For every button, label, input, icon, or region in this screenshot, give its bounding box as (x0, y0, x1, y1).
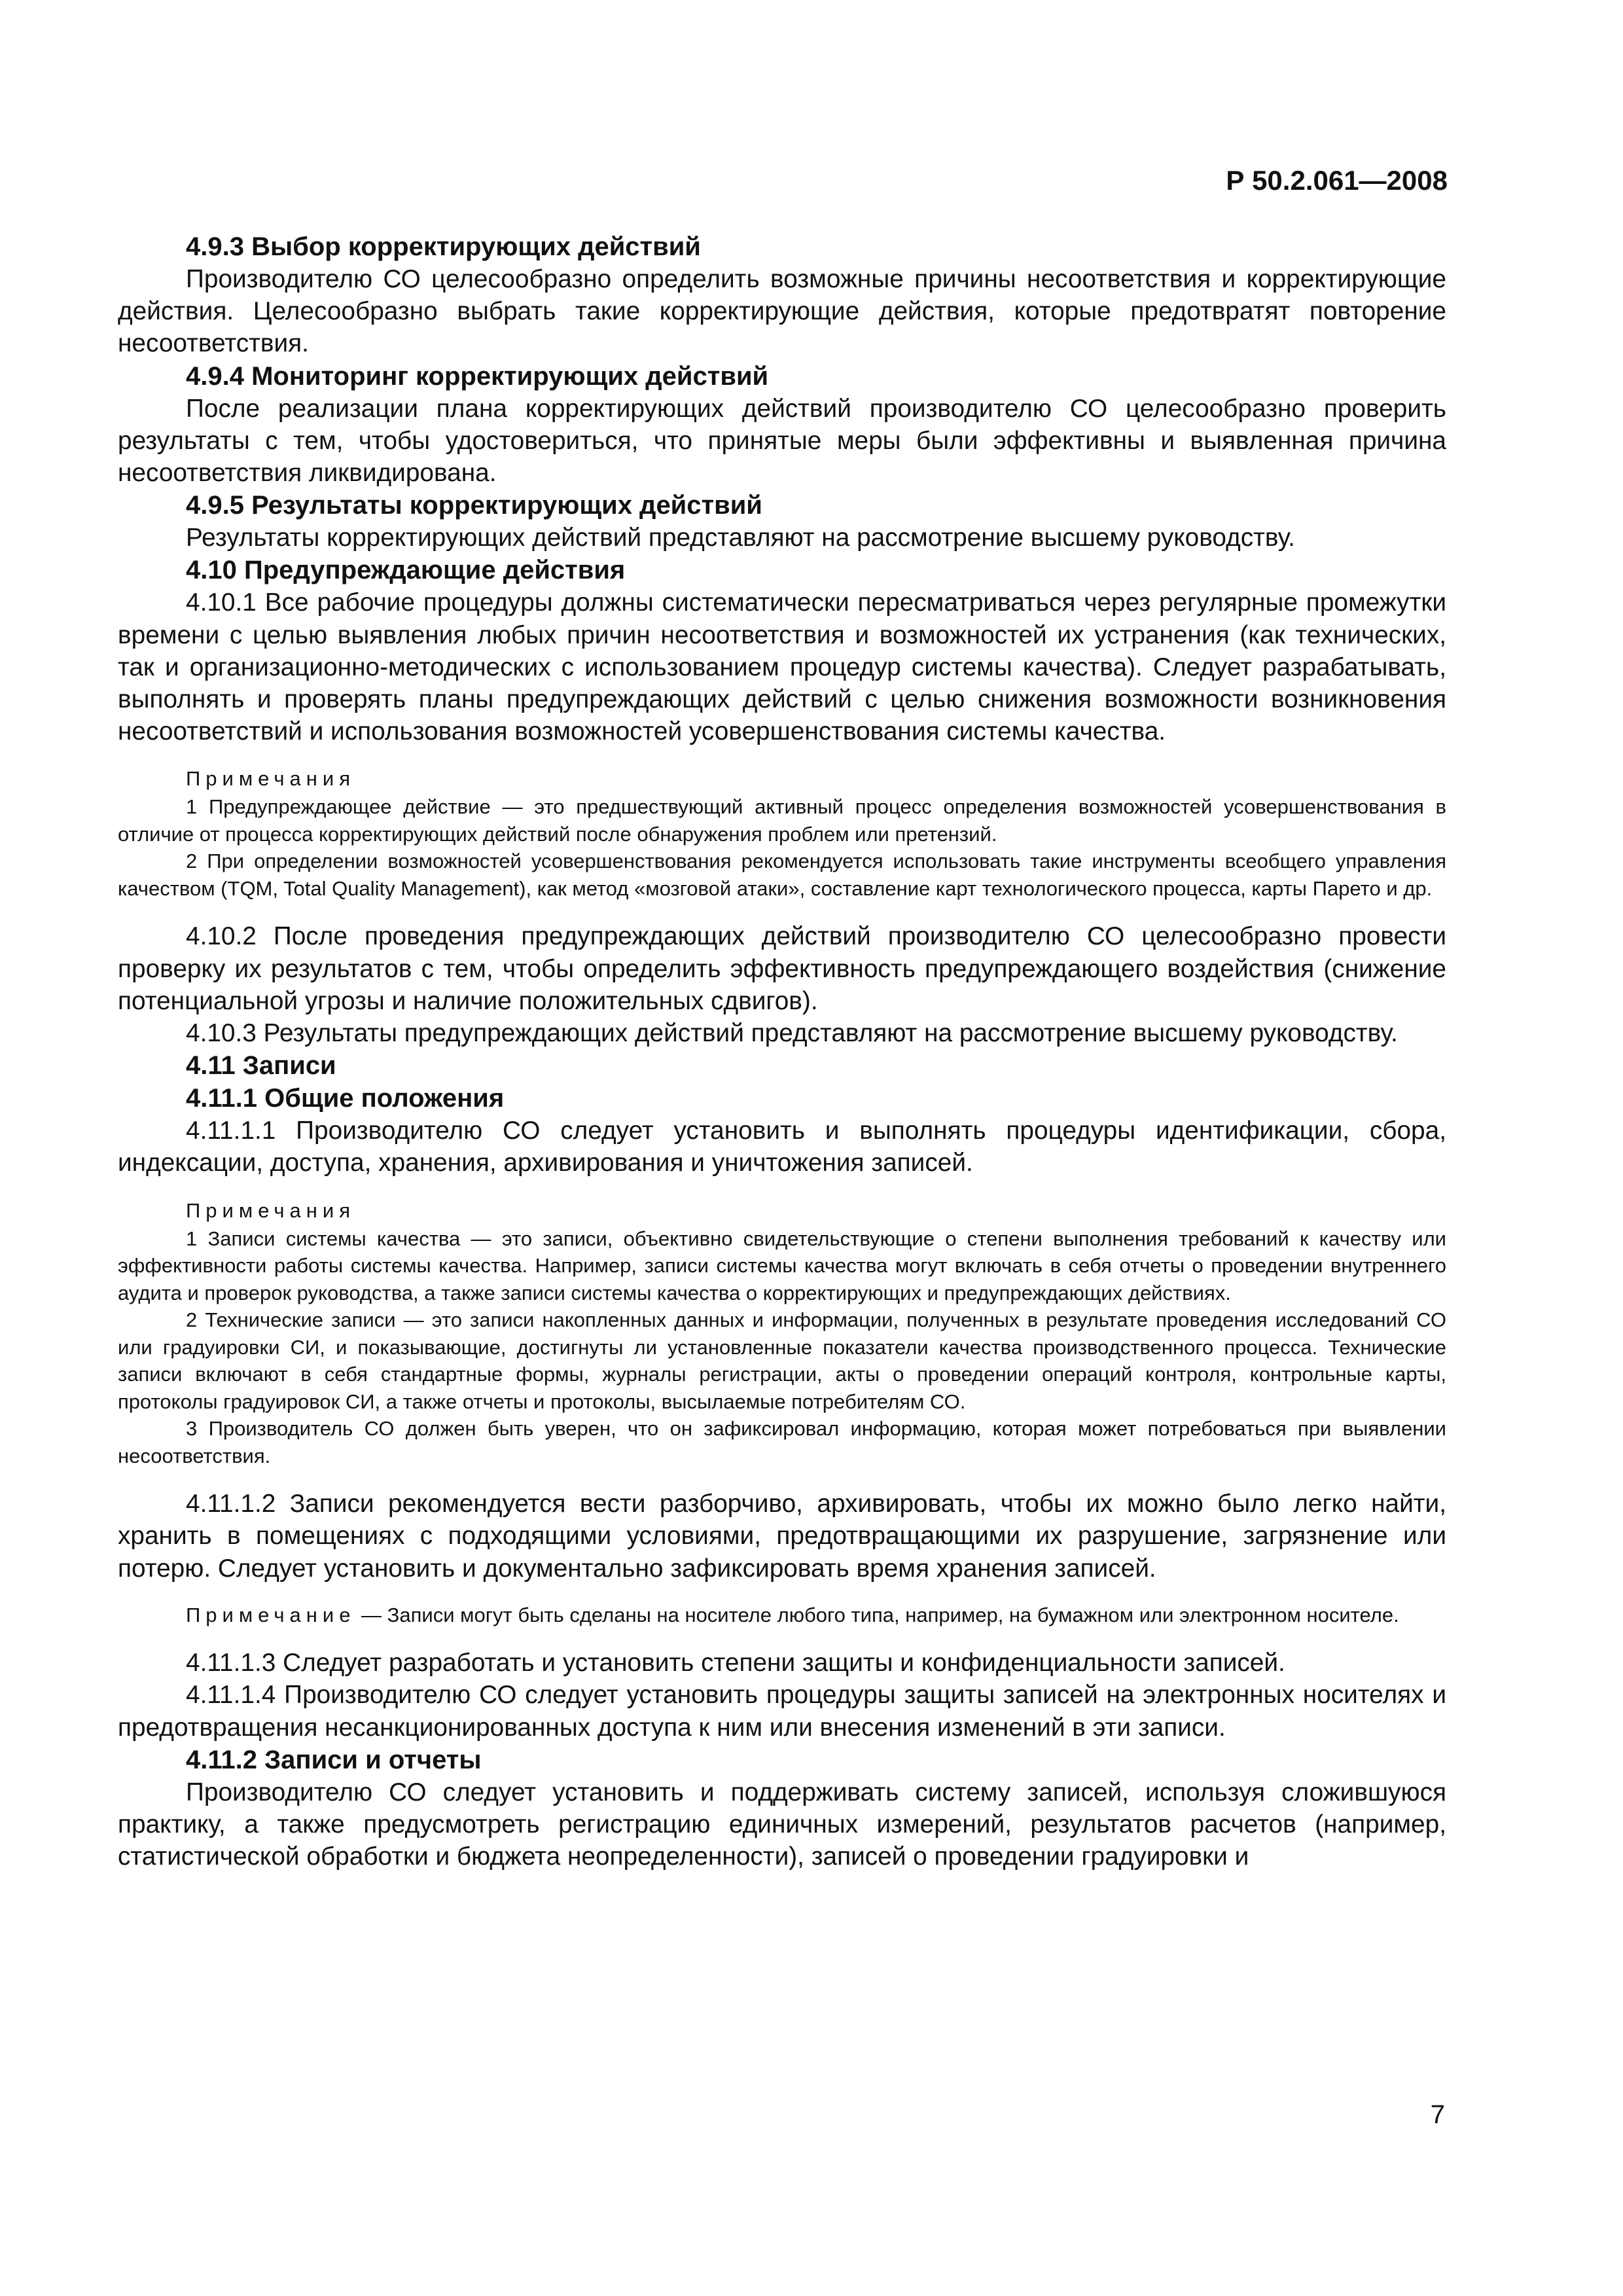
paragraph-4-11-1-4: 4.11.1.4 Производителю СО следует установить процедуры защиты записей на электронных носителях и предотвращения несанкционированных доступа к ним или внесения изменений в эти записи. (118, 1681, 1446, 1742)
paragraph-4-10-3: 4.10.3 Результаты предупреждающих действий представляют на рассмотрение высшему руководству. (186, 1019, 1398, 1048)
heading-4-11-1: 4.11.1 Общие положения (186, 1084, 505, 1113)
heading-4-11-2: 4.11.2 Записи и отчеты (186, 1745, 482, 1774)
page-content (118, 230, 1446, 1873)
single-note-block (118, 1602, 1446, 1629)
note-4-10-1: 1 Предупреждающее действие — это предшествующий активный процесс определения возможностей усовершенствования в отличие от процесса корректирующих действий после обнаружения проблем или претензий. (118, 795, 1446, 846)
document-code: Р 50.2.061—2008 (1226, 165, 1448, 196)
heading-4-9-4: 4.9.4 Мониторинг корректирующих действий (186, 361, 769, 391)
notes-title: Примечания (186, 767, 355, 791)
page-number: 7 (1430, 2100, 1445, 2129)
paragraph-4-11-1-1: 4.11.1.1 Производителю СО следует установить и выполнять процедуры идентификации, сбора, индексации, доступа, хранения, архивирования и уничтожения записей. (118, 1117, 1446, 1177)
heading-4-9-5: 4.9.5 Результаты корректирующих действий (186, 491, 762, 520)
notes-block-4-10 (118, 764, 1446, 902)
paragraph-4-9-3: Производителю СО целесообразно определить возможные причины несоответствия и корректирующие действия. Целесообразно выбрать такие корректирующие действия, которые предотвратят повторение несоответствия. (118, 265, 1446, 358)
note-4-10-2: 2 При определении возможностей усовершенствования рекомендуется использовать такие инструменты всеобщего управления качеством (TQM, Total Quality Management), как метод «мозговой атаки», составление карт технологического процесса, карты Парето и др. (118, 850, 1446, 900)
note-4-11-1: 1 Записи системы качества — это записи, объективно свидетельствующие о степени выполнения требований к качеству или эффективности работы системы качества. Например, записи системы качества могут включать в себя отчеты о проведении внутреннего аудита и проверок руководства, а также записи системы качества о корректирующих и предупреждающих действиях. (118, 1227, 1446, 1304)
notes-title: Примечания (186, 1198, 355, 1222)
single-note (118, 1602, 1446, 1629)
note-4-11-2: 2 Технические записи — это записи накопленных данных и информации, полученных в результате проведения исследований СО или градуировки СИ, и показывающие, достигнуты ли установленные показатели качества производственного процесса. Технические записи включают в себя стандартные формы, журналы регистрации, акты о проведении операций контроля, контрольные карты, протоколы градуировок СИ, а также отчеты и протоколы, высылаемые потребителям СО. (118, 1308, 1446, 1413)
single-note-label: Примечание (186, 1603, 356, 1626)
paragraph-4-11-2: Производителю СО следует установить и поддерживать систему записей, используя сложившуюся практику, а также предусмотреть регистрацию единичных измерений, результатов расчетов (например, статистической обработки и бюджета неопределенности), записей о проведении градуировки и (118, 1778, 1446, 1871)
paragraph-4-10-1: 4.10.1 Все рабочие процедуры должны систематически пересматриваться через регулярные промежутки времени с целью выявления любых причин несоответствия и возможностей их устранения (как технических, так и организационно-методических с использованием процедур системы качества). Следует разрабатывать, выполнять и проверять планы предупреждающих действий с целью снижения возможности возникновения несоответствий и использования возможностей усовершенствования системы качества. (118, 588, 1446, 746)
paragraph-4-10-2: 4.10.2 После проведения предупреждающих действий производителю СО целесообразно провести проверку их результатов с тем, чтобы определить эффективность предупреждающего воздействия (снижение потенциальной угрозы и наличие положительных сдвигов). (118, 922, 1446, 1015)
paragraph-4-9-5: Результаты корректирующих действий представляют на рассмотрение высшему руководству. (186, 524, 1295, 552)
heading-4-9-3: 4.9.3 Выбор корректирующих действий (186, 232, 701, 261)
notes-block-4-11 (118, 1196, 1446, 1470)
single-note-text: — Записи могут быть сделаны на носителе любого типа, например, на бумажном или электронном носителе. (355, 1603, 1399, 1626)
note-4-11-3: 3 Производитель СО должен быть уверен, что он зафиксировал информацию, которая может потребоваться при выявлении несоответствия. (118, 1417, 1446, 1467)
heading-4-10: 4.10 Предупреждающие действия (186, 556, 626, 585)
paragraph-4-11-1-3: 4.11.1.3 Следует разработать и установить степени защиты и конфиденциальности записей. (186, 1649, 1285, 1677)
heading-4-11: 4.11 Записи (186, 1051, 336, 1081)
paragraph-4-11-1-2: 4.11.1.2 Записи рекомендуется вести разборчиво, архивировать, чтобы их можно было легко найти, хранить в помещениях с подходящими условиями, предотвращающими их разрушение, загрязнение или потерю. Следует установить и документально зафиксировать время хранения записей. (118, 1490, 1446, 1583)
paragraph-4-9-4: После реализации плана корректирующих действий производителю СО целесообразно проверить результаты с тем, чтобы удостовериться, что принятые меры были эффективны и выявленная причина несоответствия ликвидирована. (118, 394, 1446, 488)
